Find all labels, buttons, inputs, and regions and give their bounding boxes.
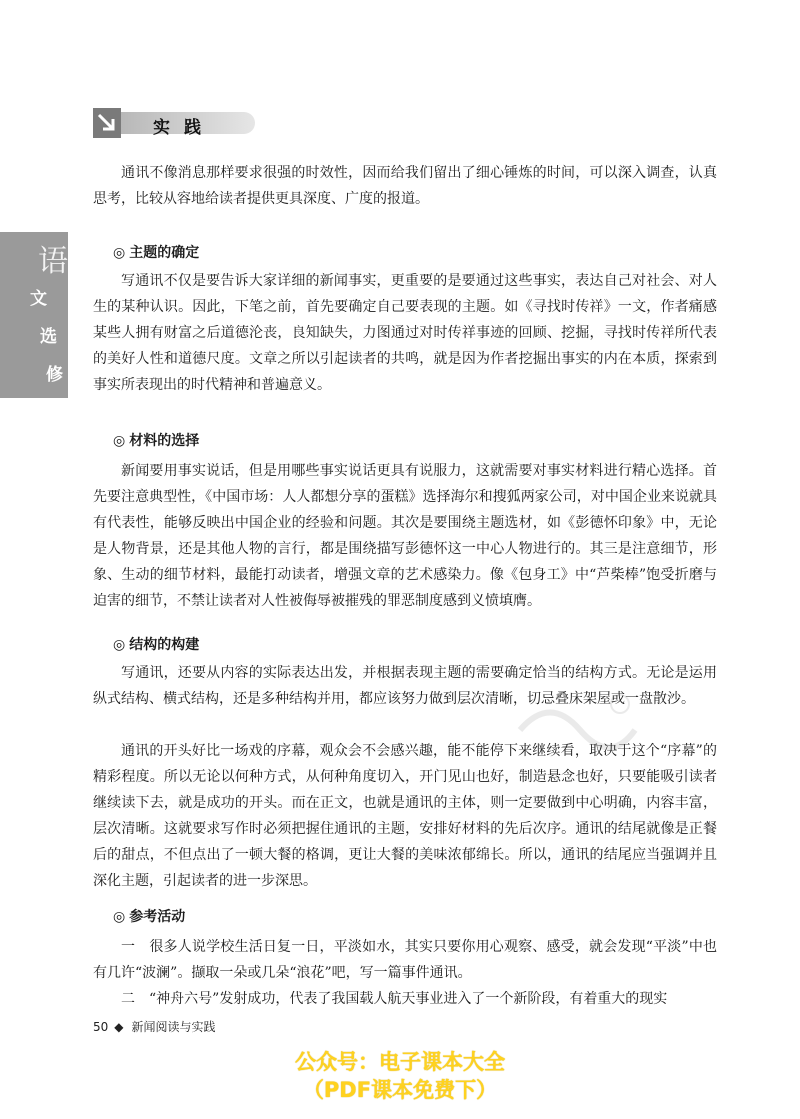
section-heading-text: 主题的确定	[129, 245, 200, 261]
side-tab-char-3: 选	[40, 327, 57, 347]
section-heading-text: 结构的构建	[129, 637, 200, 653]
activity-item-2: 二 “神舟六号”发射成功，代表了我国载人航天事业进入了一个新阶段，有着重大的现实	[121, 991, 668, 1007]
side-tab	[0, 232, 68, 398]
section-paragraph: 写通讯不仅是要告诉大家详细的新闻事实，更重要的是要通过这些事实，表达自己对社会、对人生的某种认识。因此，下笔之前，首先要确定自己要表现的主题。如《寻找时传祥》一文，作者痛感某些人拥有财富之后道德沦丧，良知缺失，力图通过对时传祥事迹的回顾、挖掘，寻找时传祥所代表的美好人性和道德尺度。文章之所以引起读者的共鸣，就是因为作者挖掘出事实的内在本质，探索到事实所表现出的时代精神和普遍意义。	[93, 273, 717, 393]
activity-item-1: 一 很多人说学校生活日复一日，平淡如水，其实只要你用心观察、感受，就会发现“平淡”中也有几许“波澜”。撷取一朵或几朵“浪花”吧，写一篇事件通讯。	[93, 939, 717, 981]
faint-logo-watermark	[510, 690, 640, 750]
side-tab-char-1: 语	[38, 244, 68, 279]
section-heading-text: 材料的选择	[129, 433, 200, 449]
section-heading-activity	[113, 906, 185, 926]
circle-marker-icon: ◎	[113, 909, 126, 925]
arrow-icon	[93, 108, 121, 138]
diamond-icon: ◆	[114, 1020, 124, 1034]
section-paragraph: 新闻要用事实说话，但是用哪些事实说话更具有说服力，这就需要对事实材料进行精心选择。首先要注意典型性，《中国市场：人人都想分享的蛋糕》选择海尔和搜狐两家公司，对中国企业来说就具有代表性，能够反映出中国企业的经验和问题。其次是要围绕主题选材，如《彭德怀印象》中，无论是人物背景，还是其他人物的言行，都是围绕描写彭德怀这一中心人物进行的。其三是注意细节，形象、生动的细节材料，最能打动读者，增强文章的艺术感染力。像《包身工》中“芦柴棒”饱受折磨与迫害的细节，不禁让读者对人性被侮辱被摧残的罪恶制度感到义愤填膺。	[93, 463, 717, 609]
side-tab-char-2: 文	[30, 289, 47, 309]
book-title: 新闻阅读与实践	[131, 1020, 216, 1034]
section-heading-material	[113, 430, 199, 450]
watermark-line-2: （PDF课本免费下）	[302, 1078, 498, 1102]
section-heading-theme	[113, 242, 199, 262]
side-tab-char-4: 修	[46, 365, 63, 385]
banner-title: 实践	[153, 118, 215, 138]
circle-marker-icon: ◎	[113, 245, 126, 261]
watermark-line-1: 公众号：电子课本大全	[295, 1050, 505, 1074]
section-banner	[93, 108, 255, 138]
section-paragraph: 写通讯，还要从内容的实际表达出发，并根据表现主题的需要确定恰当的结构方式。无论是运用纵式结构、横式结构，还是多种结构并用，都应该努力做到层次清晰，切忌叠床架屋或一盘散沙。	[93, 665, 717, 707]
page-footer	[93, 1018, 216, 1035]
circle-marker-icon: ◎	[113, 433, 126, 449]
section-heading-text: 参考活动	[129, 909, 186, 925]
intro-paragraph: 通讯不像消息那样要求很强的时效性，因而给我们留出了细心锤炼的时间，可以深入调查，认真思考，比较从容地给读者提供更具深度、广度的报道。	[93, 165, 717, 207]
section-heading-structure	[113, 634, 199, 654]
page-number: 50	[93, 1020, 109, 1034]
section-paragraph: 通讯的开头好比一场戏的序幕，观众会不会感兴趣，能不能停下来继续看，取决于这个“序幕”的精彩程度。所以无论以何种方式，从何种角度切入，开门见山也好，制造悬念也好，只要能吸引读者继续读下去，就是成功的开头。而在正文，也就是通讯的主体，则一定要做到中心明确，内容丰富，层次清晰。这就要求写作时必须把握住通讯的主题，安排好材料的先后次序。通讯的结尾就像是正餐后的甜点，不但点出了一顿大餐的格调，更让大餐的美味浓郁绵长。所以，通讯的结尾应当强调并且深化主题，引起读者的进一步深思。	[93, 743, 717, 889]
circle-marker-icon: ◎	[113, 637, 126, 653]
